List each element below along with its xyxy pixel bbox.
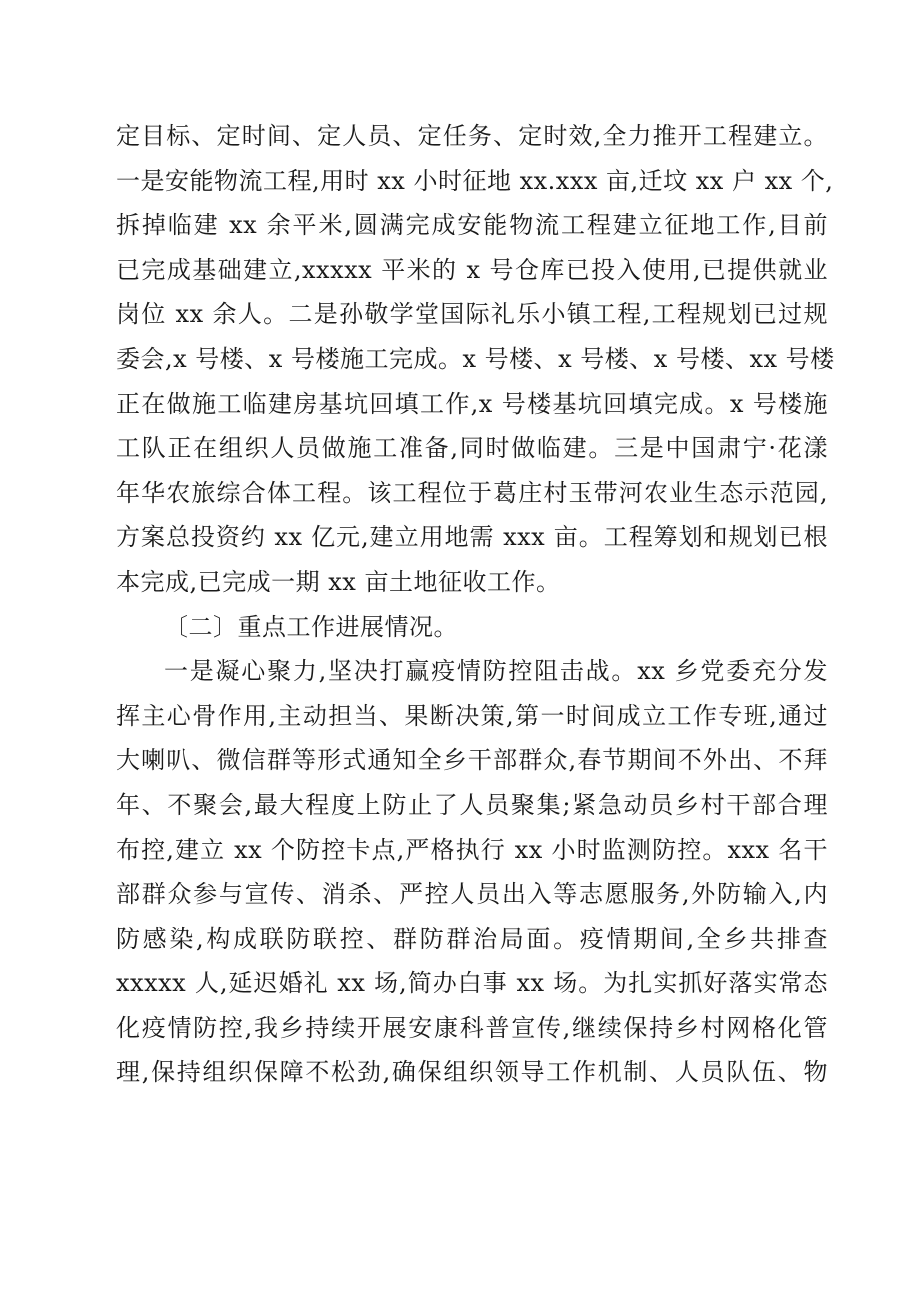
body-line: 大喇叭、微信群等形式通知全乡干部群众,春节期间不外出、不拜	[116, 746, 828, 775]
body-line: 布控,建立 xx 个防控卡点,严格执行 xx 小时监测防控。xxx 名干	[116, 835, 828, 864]
body-line: 定目标、定时间、定人员、定任务、定时效,全力推开工程建立。	[116, 122, 828, 150]
section-heading: 〔二〕重点工作进展情况。	[164, 612, 458, 641]
body-line: 年华农旅综合体工程。该工程位于葛庄村玉带河农业生态示范园,	[116, 478, 828, 507]
body-line: 一是安能物流工程,用时 xx 小时征地 xx.xxx 亩,迁坟 xx 户 xx 个,	[116, 166, 834, 195]
body-line: 挥主心骨作用,主动担当、果断决策,第一时间成立工作专班,通过	[116, 701, 828, 730]
body-line: 理,保持组织保障不松劲,确保组织领导工作机制、人员队伍、物	[116, 1058, 828, 1087]
body-line: 本完成,已完成一期 xx 亩土地征收工作。	[116, 567, 561, 596]
body-line: 防感染,构成联防联控、群防群治局面。疫情期间,全乡共排查	[116, 924, 828, 953]
body-line: 工队正在组织人员做施工准备,同时做临建。三是中国肃宁·花漾	[116, 434, 828, 463]
body-line: 拆掉临建 xx 余平米,圆满完成安能物流工程建立征地工作,目前	[116, 211, 828, 240]
body-line: 正在做施工临建房基坑回填工作,x 号楼基坑回填完成。x 号楼施	[116, 389, 828, 418]
document-body	[116, 114, 835, 1095]
body-line: 一是凝心聚力,坚决打赢疫情防控阻击战。xx 乡党委充分发	[164, 657, 828, 686]
body-line: 岗位 xx 余人。二是孙敬学堂国际礼乐小镇工程,工程规划已过规	[116, 300, 828, 329]
body-line: 化疫情防控,我乡持续开展安康科普宣传,继续保持乡村网格化管	[116, 1013, 828, 1042]
body-line: 方案总投资约 xx 亿元,建立用地需 xxx 亩。工程筹划和规划已根	[116, 523, 828, 552]
body-line: 部群众参与宣传、消杀、严控人员出入等志愿服务,外防输入,内	[116, 880, 828, 909]
body-line: 委会,x 号楼、x 号楼施工完成。x 号楼、x 号楼、x 号楼、xx 号楼	[116, 344, 835, 373]
body-line: xxxxx 人,延迟婚礼 xx 场,简办白事 xx 场。为扎实抓好落实常态	[116, 969, 828, 998]
body-line: 已完成基础建立,xxxxx 平米的 x 号仓库已投入使用,已提供就业	[116, 255, 828, 284]
body-line: 年、不聚会,最大程度上防止了人员聚集;紧急动员乡村干部合理	[116, 790, 828, 819]
